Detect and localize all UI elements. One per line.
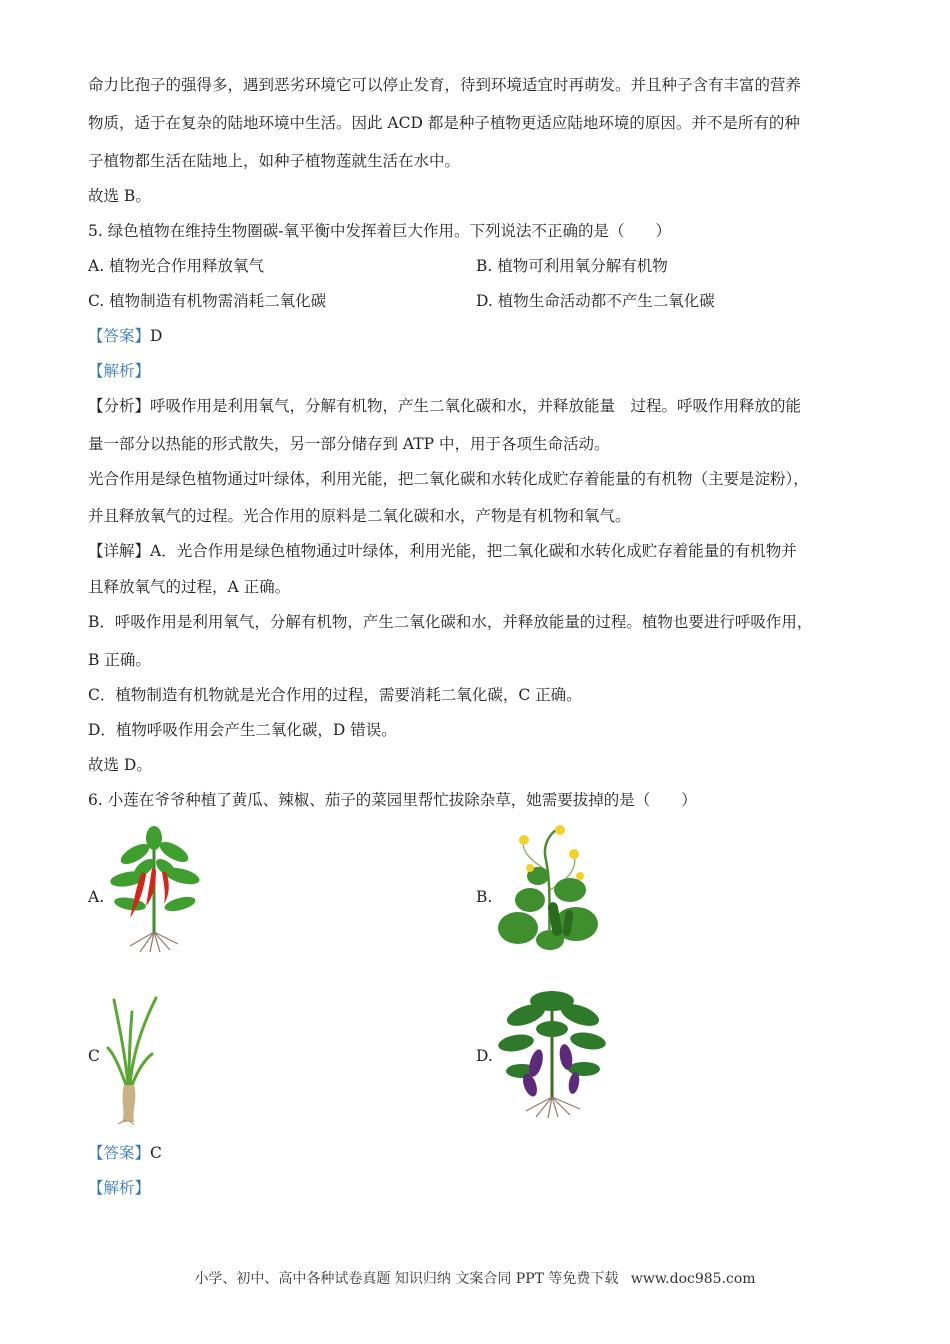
xiangjie-text: A．光合作用是绿色植物通过叶绿体，利用光能，把二氧化碳和水转化成贮存着能量的有机物并 [150,542,797,560]
fenxi-line: 量一部分以热能的形式散失，另一部分储存到 ATP 中，用于各项生命活动。 [88,435,610,453]
xiangjie-line: 故选 D。 [88,756,152,774]
analysis-tag: 【解析】 [88,1179,151,1197]
q6-stem: 6. 小莲在爷爷种植了黄瓜、辣椒、茄子的菜园里帮忙拔除杂草，她需要拔掉的是（ ） [88,791,697,809]
grass-weed-icon [104,990,164,1125]
q5-option-d: D. 植物生命活动都不产生二氧化碳 [476,292,715,310]
q5-answer-row [88,325,162,347]
footer-link[interactable]: www.doc985.com [630,1271,756,1287]
eggplant-plant-icon [496,985,611,1120]
explanation-line: 物质，适于在复杂的陆地环境中生活。因此 ACD 都是种子植物更适应陆地环境的原因。并不是所有的种 [88,114,800,132]
fenxi-line [88,395,801,417]
q5-option-a: A. 植物光合作用释放氧气 [88,257,265,275]
q5-option-b: B. 植物可利用氧分解有机物 [476,257,668,275]
xiangjie-line [88,540,797,562]
xiangjie-tag: 【详解】 [88,542,151,560]
analysis-tag: 【解析】 [88,362,151,380]
fenxi-line: 并且释放氧气的过程。光合作用的原料是二氧化碳和水，产物是有机物和氧气。 [88,507,631,525]
conclusion-line: 故选 B。 [88,187,151,205]
footer-text: 小学、初中、高中各种试卷真题 知识归纳 文案合同 PPT 等免费下载 [194,1271,619,1287]
xiangjie-line: D．植物呼吸作用会产生二氧化碳，D 错误。 [88,721,397,739]
xiangjie-line: B．呼吸作用是利用氧气，分解有机物，产生二氧化碳和水，并释放能量的过程。植物也要进行呼吸作用， [88,613,813,631]
q5-analysis-row [88,360,150,382]
q5-stem: 5. 绿色植物在维持生物圈碳-氧平衡中发挥着巨大作用。下列说法不正确的是（ ） [88,222,671,240]
xiangjie-line: 且释放氧气的过程，A 正确。 [88,578,291,596]
cucumber-plant-icon [490,820,610,955]
pepper-plant-icon [100,824,210,954]
q6-option-a-label: A. [88,888,105,906]
fenxi-text: 呼吸作用是利用氧气，分解有机物，产生二氧化碳和水，并释放能量 过程。呼吸作用释放的能 [150,397,802,415]
q6-answer-row [88,1142,162,1164]
explanation-line: 子植物都生活在陆地上，如种子植物莲就生活在水中。 [88,152,461,170]
answer-tag: 【答案】 [88,1144,151,1162]
q5-option-c: C. 植物制造有机物需消耗二氧化碳 [88,292,327,310]
q5-answer: D [150,327,163,345]
q6-answer: C [150,1144,162,1162]
answer-tag: 【答案】 [88,327,151,345]
q6-analysis-row [88,1177,150,1199]
xiangjie-line: B 正确。 [88,651,151,669]
q6-option-c-label: C [88,1047,100,1065]
page-footer [0,1268,950,1288]
fenxi-tag: 【分析】 [88,397,151,415]
fenxi-line: 光合作用是绿色植物通过叶绿体，利用光能，把二氧化碳和水转化成贮存着能量的有机物（主要是淀粉）， [88,470,809,488]
q6-option-d-label: D. [476,1047,493,1065]
xiangjie-line: C．植物制造有机物就是光合作用的过程，需要消耗二氧化碳，C 正确。 [88,686,582,704]
explanation-line: 命力比孢子的强得多，遇到恶劣环境它可以停止发育，待到环境适宜时再萌发。并且种子含有丰富的营养 [88,76,802,94]
q6-option-b-label: B. [476,888,493,906]
